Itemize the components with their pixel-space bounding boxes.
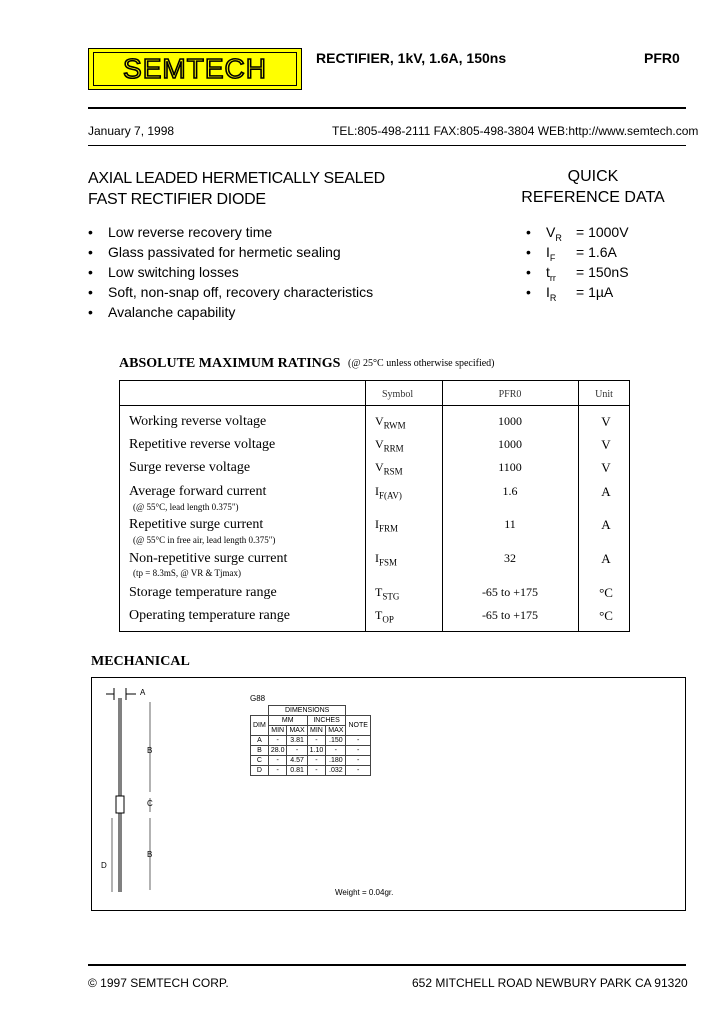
subheader-rule: [88, 145, 686, 146]
description-line-2: FAST RECTIFIER DIODE: [88, 191, 266, 208]
logo-text: SEMTECH: [93, 52, 297, 86]
bullet-icon: •: [526, 224, 531, 240]
ratings-table: Symbol PFR0 Unit Working reverse voltage $V_{RWM}$ 1000 V Repetitive reverse voltage $V_{RRM}$ 1000 V Surge reverse voltage $V_{RSM}$ 1100 V Average forward current (@ 55°C, lead length 0.375") $I_{F(AV)}$ 1.6 A Repetitive surge current (@ 55°C in free air, lead length 0.375") $I_{FRM}$ 11 A Non-repetitive surge current (tp = 8.3mS, @ VR & Tjmax) $I_{FSM}$ 32 A Storage temperature range $T_{STG}$ -65 to +175 °C Operating temperature range $T_{OP}$ -65 to +175 °C: [119, 380, 630, 632]
contact-info: TEL:805-498-2111 FAX:805-498-3804 WEB:http://www.semtech.com: [332, 124, 699, 138]
feature-item: • Soft, non-snap off, recovery characteristics: [88, 284, 374, 300]
semtech-logo: [88, 48, 302, 90]
bullet-icon: •: [88, 304, 93, 320]
col-symbol-header: Symbol: [382, 389, 414, 400]
col-value-header: PFR0: [498, 389, 522, 400]
part-number: PFR0: [644, 50, 680, 66]
dim-label-b-lower: B: [147, 850, 153, 859]
bullet-icon: •: [88, 244, 93, 260]
footer-rule: [88, 964, 686, 966]
footer-copyright: © 1997 SEMTECH CORP.: [88, 976, 229, 990]
header-rule: [88, 107, 686, 109]
table-row: A - 3.81 - .150 -: [251, 736, 371, 746]
product-description: [88, 168, 385, 210]
weight-note: Weight = 0.04gr.: [335, 888, 394, 897]
diode-outline-drawing: [92, 678, 685, 910]
col-unit-header: Unit: [595, 389, 613, 400]
dim-label-c: C: [147, 799, 153, 808]
ratings-title: ABSOLUTE MAXIMUM RATINGS: [119, 356, 341, 371]
feature-item: • Avalanche capability: [88, 304, 236, 320]
mechanical-title: MECHANICAL: [91, 654, 190, 669]
dimensions-table: DIMENSIONS DIM MM INCHES NOTE MIN MAX MIN MAX A - 3.81 - .150 - B 28.0 - 1.10 - - C - 4.57 - .180 - D - 0.81 - .032 -: [250, 705, 371, 776]
table-row: B 28.0 - 1.10 - -: [251, 746, 371, 756]
quick-reference-item: • $V_R = 1000V$: [526, 224, 629, 243]
package-code: G88: [250, 694, 266, 703]
dim-label-a: A: [140, 688, 146, 697]
footer-address: 652 MITCHELL ROAD NEWBURY PARK CA 91320: [412, 976, 688, 990]
quick-reference-list: [526, 222, 629, 302]
table-row: D - 0.81 - .032 -: [251, 766, 371, 776]
quick-reference-item: • $t_{rr} = 150nS$: [526, 264, 629, 283]
feature-item: • Low switching losses: [88, 264, 239, 280]
quick-reference-item: • $I_R = 1\mu A$: [526, 284, 614, 303]
feature-item: • Low reverse recovery time: [88, 224, 273, 240]
bullet-icon: •: [88, 264, 93, 280]
dim-label-d: D: [101, 861, 107, 870]
feature-list: [88, 222, 373, 322]
quick-reference-title: QUICK REFERENCE DATA: [521, 168, 665, 206]
quick-reference-item: • $I_F = 1.6A$: [526, 244, 617, 263]
release-date: January 7, 1998: [88, 124, 175, 138]
mechanical-drawing-box: [91, 677, 686, 911]
bullet-icon: •: [526, 284, 531, 300]
bullet-icon: •: [526, 264, 531, 280]
table-row: C - 4.57 - .180 -: [251, 756, 371, 766]
ratings-note: (@ 25°C unless otherwise specified): [348, 358, 495, 369]
bullet-icon: •: [526, 244, 531, 260]
dim-label-b: B: [147, 746, 153, 755]
feature-item: • Glass passivated for hermetic sealing: [88, 244, 341, 260]
document-title: RECTIFIER, 1kV, 1.6A, 150ns: [316, 50, 507, 66]
description-line-1: AXIAL LEADED HERMETICALLY SEALED: [88, 170, 385, 187]
bullet-icon: •: [88, 224, 93, 240]
bullet-icon: •: [88, 284, 93, 300]
